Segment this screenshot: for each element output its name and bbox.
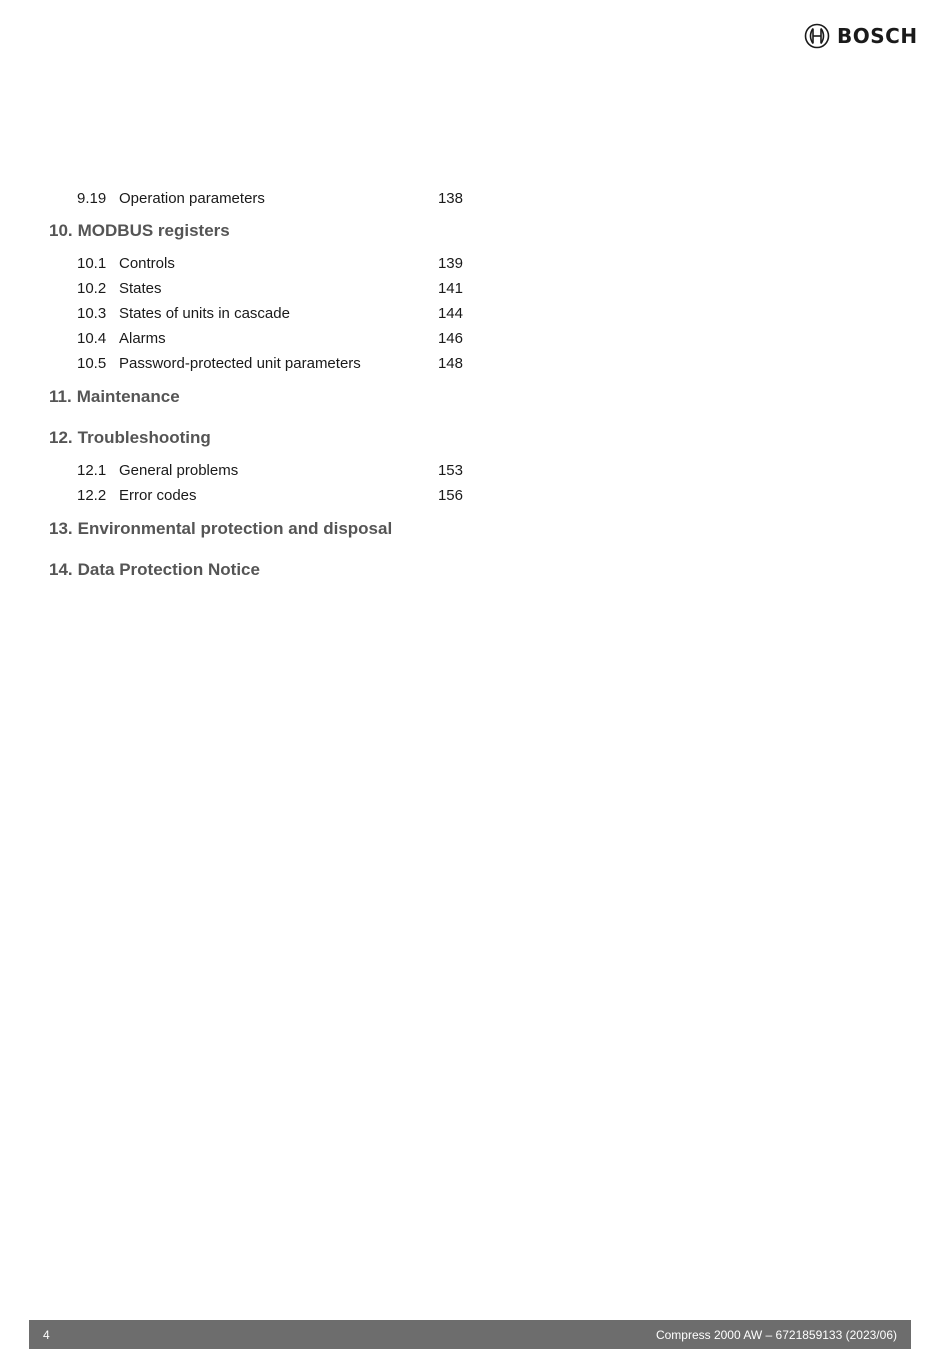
toc-chapter-14[interactable]: [49, 549, 469, 590]
page-footer: [29, 1320, 911, 1349]
section-title: Operation parameters: [119, 190, 265, 207]
page-ref: 138: [437, 190, 463, 207]
chapter-number: 13.: [49, 518, 73, 538]
toc-chapter-12[interactable]: [49, 417, 469, 458]
section-title: States of units in cascade: [119, 305, 290, 322]
section-number: 10.4: [77, 330, 107, 347]
section-number: 10.2: [77, 280, 107, 297]
section-title: Password-protected unit parameters: [119, 355, 361, 372]
chapter-number: 12.: [49, 427, 73, 447]
chapter-number: 11.: [49, 386, 72, 406]
chapter-title: Troubleshooting: [77, 427, 211, 447]
section-title: States: [119, 280, 162, 297]
toc-chapter-11[interactable]: [49, 376, 469, 417]
document-info: Compress 2000 AW – 6721859133 (2023/06): [655, 1327, 897, 1342]
page-ref: 148: [437, 355, 463, 372]
chapter-title: Maintenance: [76, 386, 180, 406]
page-number: 4: [43, 1327, 50, 1342]
toc-chapter-10[interactable]: [49, 211, 469, 251]
toc-entry-10-4[interactable]: [49, 326, 469, 351]
page-ref: 139: [437, 255, 463, 272]
toc-entry-10-1[interactable]: [49, 251, 469, 276]
chapter-number: 14.: [49, 559, 73, 579]
section-number: 9.19: [77, 190, 107, 207]
section-title: Controls: [119, 255, 175, 272]
section-number: 10.3: [77, 305, 107, 322]
page-ref: 141: [437, 280, 463, 297]
toc-chapter-13[interactable]: [49, 508, 469, 549]
page-ref: 146: [437, 330, 463, 347]
toc-entry-10-5[interactable]: [49, 351, 469, 376]
section-title: Error codes: [119, 487, 197, 504]
toc-entry-12-2[interactable]: [49, 483, 469, 508]
table-of-contents: [49, 186, 469, 590]
logo-wordmark: BOSCH: [837, 24, 918, 48]
toc-entry-10-3[interactable]: [49, 301, 469, 326]
section-number: 10.1: [77, 255, 107, 272]
chapter-title: Data Protection Notice: [77, 559, 260, 579]
page-ref: 156: [437, 487, 463, 504]
page-ref: 144: [437, 305, 463, 322]
bosch-armature-icon: [804, 23, 830, 49]
page-ref: 153: [437, 462, 463, 479]
toc-entry-9-19[interactable]: [49, 186, 469, 211]
chapter-title: MODBUS registers: [77, 221, 230, 240]
chapter-number: 10.: [49, 221, 73, 240]
section-number: 10.5: [77, 355, 107, 372]
toc-entry-10-2[interactable]: [49, 276, 469, 301]
toc-entry-12-1[interactable]: [49, 458, 469, 483]
brand-logo: [804, 23, 918, 49]
section-title: Alarms: [119, 330, 166, 347]
section-number: 12.2: [77, 487, 107, 504]
section-title: General problems: [119, 462, 239, 479]
chapter-title: Environmental protection and disposal: [77, 518, 393, 538]
section-number: 12.1: [77, 462, 107, 479]
